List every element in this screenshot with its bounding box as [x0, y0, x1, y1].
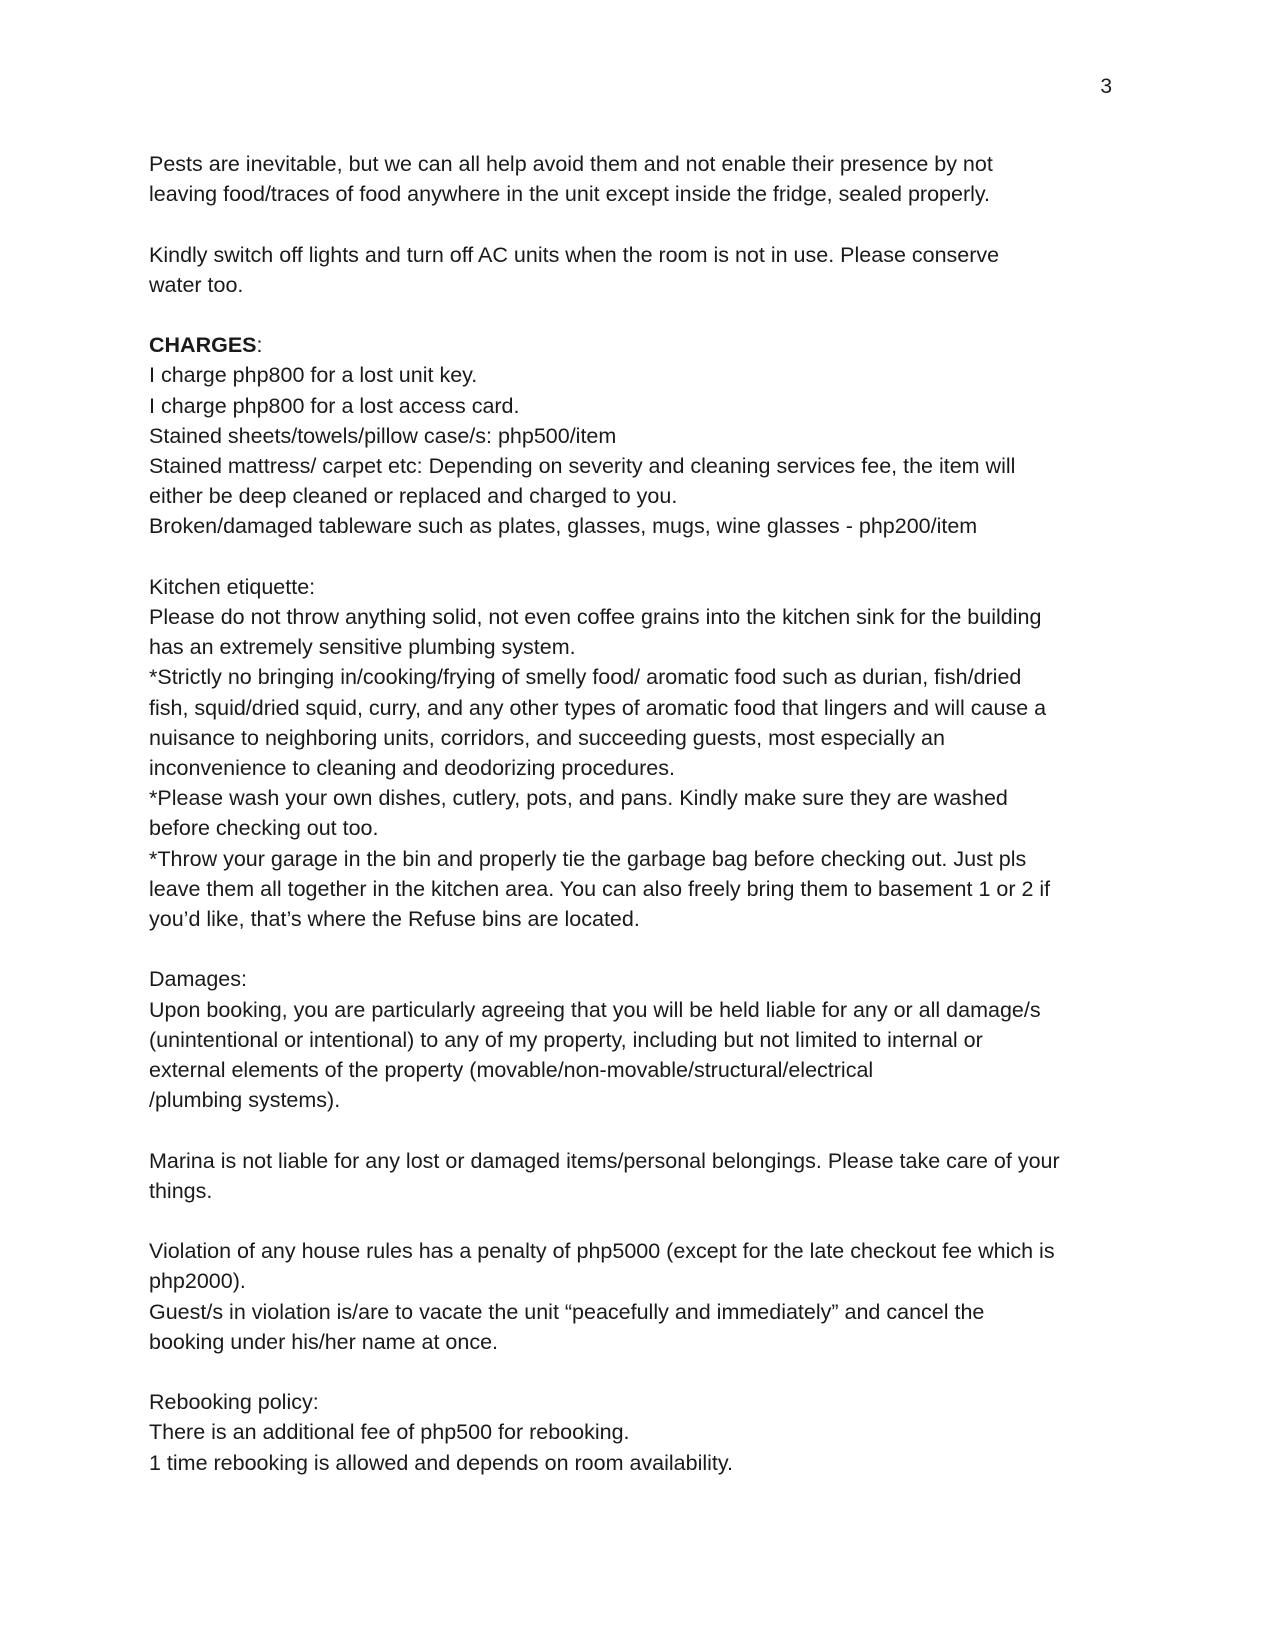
section-heading-text: CHARGES	[149, 333, 257, 358]
text-line: Violation of any house rules has a penalty of php5000 (except for the late checkout fee which is	[149, 1239, 1055, 1264]
text-line: inconvenience to cleaning and deodorizing procedures.	[149, 756, 675, 781]
section-heading	[149, 330, 1119, 360]
text-line: you’d like, that’s where the Refuse bins are located.	[149, 907, 640, 932]
document-body	[149, 149, 1119, 1508]
text-line: *Please wash your own dishes, cutlery, pots, and pans. Kindly make sure they are washed	[149, 786, 1008, 811]
violation-section	[149, 1236, 1119, 1357]
text-line: Kindly switch off lights and turn off AC units when the room is not in use. Please conserve	[149, 242, 1000, 267]
text-line: Broken/damaged tableware such as plates, glasses, mugs, wine glasses - php200/item	[149, 514, 978, 539]
text-line: /plumbing systems).	[149, 1088, 341, 1113]
kitchen-etiquette-section	[149, 572, 1119, 934]
text-line: Upon booking, you are particularly agreeing that you will be held liable for any or all damage/s	[149, 997, 1041, 1022]
text-line: I charge php800 for a lost access card.	[149, 393, 520, 418]
text-line: Guest/s in violation is/are to vacate the unit “peacefully and immediately” and cancel the	[149, 1299, 985, 1324]
text-line: Stained mattress/ carpet etc: Depending on severity and cleaning services fee, the item will	[149, 454, 1016, 478]
page-number: 3	[1100, 75, 1112, 98]
text-line: 1 time rebooking is allowed and depends on room availability.	[149, 1450, 734, 1475]
text-line: booking under his/her name at once.	[149, 1329, 499, 1354]
text-line: things.	[149, 1178, 213, 1203]
text-line: before checking out too.	[149, 816, 379, 841]
text-line: Stained sheets/towels/pillow case/s: php500/item	[149, 423, 617, 448]
text-line: leave them all together in the kitchen area. You can also freely bring them to basement 1 or 2 if	[149, 876, 1051, 901]
section-heading-suffix: :	[256, 333, 263, 358]
damages-section	[149, 964, 1119, 1115]
text-line: php2000).	[149, 1269, 246, 1294]
text-line: Kitchen etiquette:	[149, 574, 316, 599]
text-line: *Throw your garage in the bin and properly tie the garbage bag before checking out. Just pls	[149, 846, 1027, 871]
text-line: leaving food/traces of food anywhere in the unit except inside the fridge, sealed properly.	[149, 182, 991, 207]
text-line: either be deep cleaned or replaced and charged to you.	[149, 484, 678, 509]
text-line: There is an additional fee of php500 for rebooking.	[149, 1420, 630, 1445]
text-line: Damages:	[149, 967, 247, 992]
energy-paragraph	[149, 240, 1119, 300]
text-line: has an extremely sensitive plumbing system.	[149, 635, 576, 660]
charges-section	[149, 330, 1119, 541]
liability-paragraph	[149, 1146, 1119, 1206]
text-line: Marina is not liable for any lost or damaged items/personal belongings. Please take care of your	[149, 1148, 1060, 1173]
text-line: Pests are inevitable, but we can all help avoid them and not enable their presence by not	[149, 152, 993, 176]
text-line: nuisance to neighboring units, corridors, and succeeding guests, most especially an	[149, 725, 945, 750]
rebooking-section	[149, 1387, 1119, 1478]
pests-paragraph	[149, 149, 1119, 209]
text-line: fish, squid/dried squid, curry, and any other types of aromatic food that lingers and will cause a	[149, 695, 1047, 720]
text-line: water too.	[149, 272, 244, 297]
text-line: Rebooking policy:	[149, 1390, 319, 1415]
text-line: (unintentional or intentional) to any of my property, including but not limited to internal or	[149, 1027, 983, 1052]
text-line: *Strictly no bringing in/cooking/frying of smelly food/ aromatic food such as durian, fish/dried	[149, 665, 1022, 690]
text-line: I charge php800 for a lost unit key.	[149, 363, 478, 388]
text-line: Please do not throw anything solid, not even coffee grains into the kitchen sink for the building	[149, 605, 1042, 629]
text-line: external elements of the property (movable/non-movable/structural/electrical	[149, 1058, 874, 1083]
